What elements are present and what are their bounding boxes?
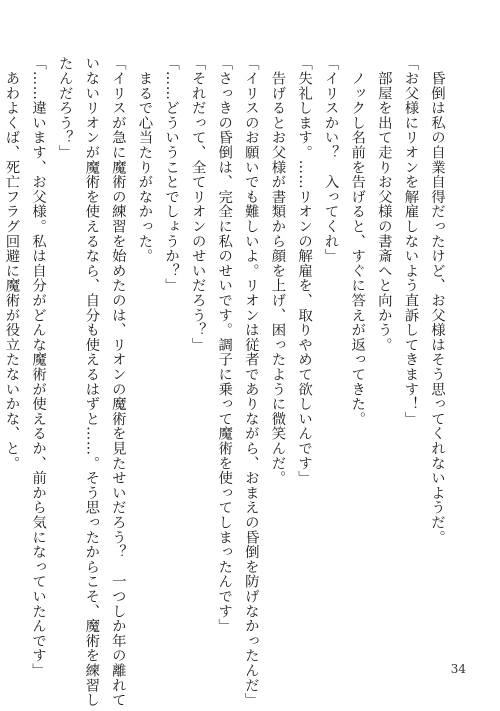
text-line-4: ノックし名前を告げると、すぐに答えが返ってきた。	[349, 56, 366, 426]
text-line-15: たんだろう？」	[56, 56, 73, 160]
text-line-7: 告げるとお父様が書類から顔を上げ、困ったように微笑んだ。	[269, 56, 286, 486]
body-text	[3, 56, 450, 708]
text-line-14: いないリオンが魔術を使えるなら、自分も使えるはずと……。そう思ったからこそ、魔術を練習し	[83, 56, 100, 708]
text-line-16: 「……違います、お父様。私は自分がどんな魔術が使えるか、前から気になっていたんです」	[30, 56, 47, 678]
text-line-5: 「イリスかい？ 入ってくれ」	[322, 56, 339, 264]
text-line-11: 「……どういうことでしょうか？」	[163, 56, 180, 293]
text-line-3: 部屋を出て走りお父様の書斎へと向かう。	[375, 56, 392, 352]
text-line-12: まるで心当たりがなかった。	[136, 56, 153, 264]
text-line-17: あわよくば、死亡フラグ回避に魔術が役立たないかな、と。	[3, 56, 20, 471]
text-line-13: 「イリスが急に魔術の練習を始めたのは、リオンの魔術を見たせいだろう？ 一つしか年の離れて	[109, 56, 126, 708]
text-line-2: 「お父様にリオンを解雇しないよう直訴してきます！」	[402, 56, 419, 426]
text-line-9: 「さっきの昏倒は、完全に私のせいです。調子に乗って魔術を使ってしまったんです」	[216, 56, 233, 634]
text-line-8: 「イリスのお願いでも難しいよ。リオンは従者でありながら、おまえの昏倒を防げなかったんだ」	[242, 56, 259, 708]
page-number: 34	[450, 662, 466, 676]
text-line-6: 「失礼します。……リオンの解雇を、取りやめて欲しいんです」	[296, 56, 313, 486]
text-line-10: 「それだって、全てリオンのせいだろう？」	[189, 56, 206, 352]
text-line-1: 昏倒は私の自業自得だったけど、お父様はそう思ってくれないようだ。	[429, 56, 445, 545]
